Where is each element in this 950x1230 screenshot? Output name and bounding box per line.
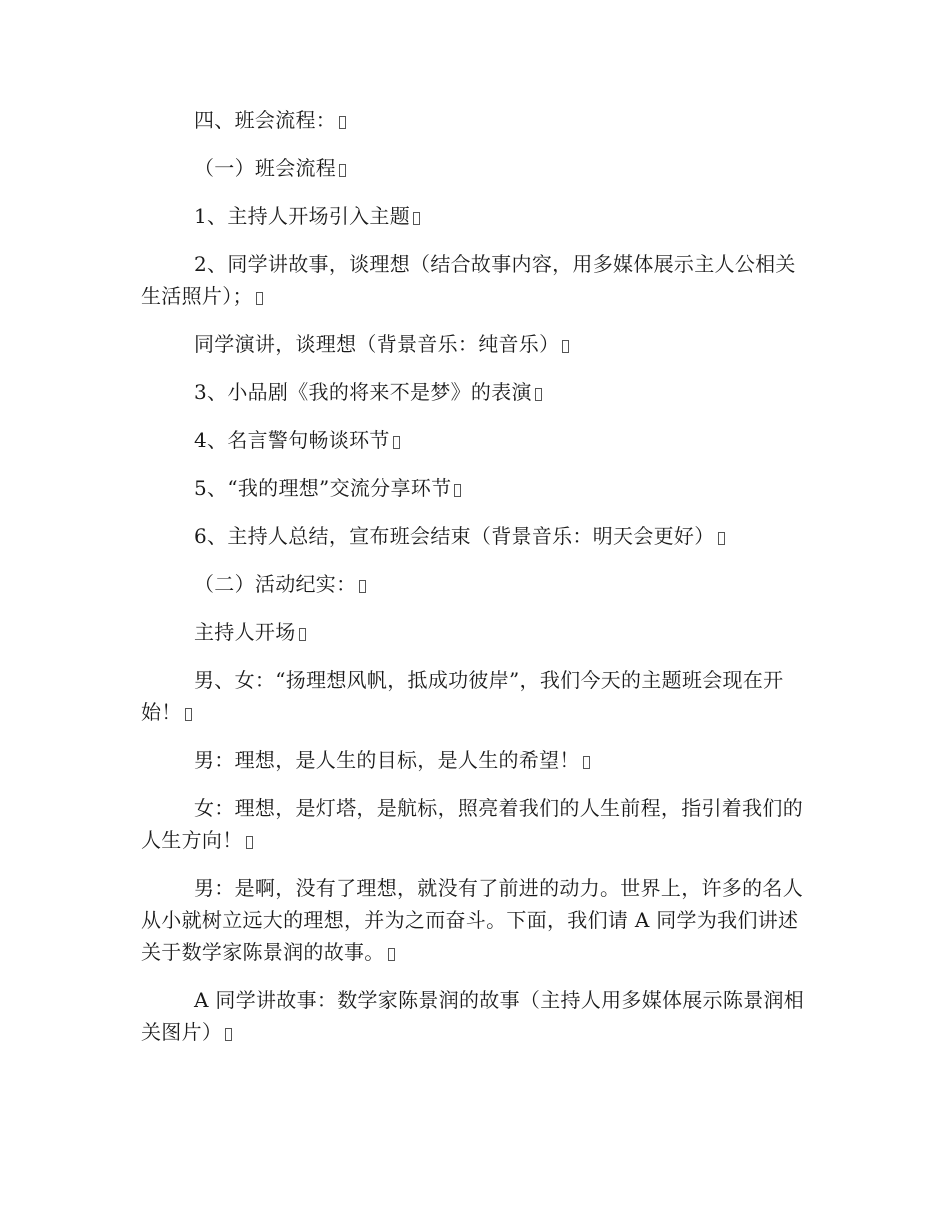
paragraph-mark-icon <box>583 756 590 769</box>
paragraph-mark-icon <box>388 948 395 961</box>
dialogue-male-2: 男：是啊，没有了理想，就没有了前进的动力。世界上，许多的名人从小就树立远大的理想，并为之而奋斗。下面，我们请 A 同学为我们讲述关于数学家陈景润的故事。 <box>141 876 803 964</box>
list-item-step-4: 4、名言警句畅谈环节 <box>141 424 805 456</box>
dialogue-male-1: 男：理想，是人生的目标，是人生的希望！ <box>141 744 805 776</box>
list-item-step-3: 3、小品剧《我的将来不是梦》的表演 <box>141 376 805 408</box>
paragraph-mark-icon <box>359 580 366 593</box>
list-item-step-5: 5、“我的理想”交流分享环节 <box>141 472 805 504</box>
dialogue-female-1: 女：理想，是灯塔，是航标，照亮着我们的人生前程，指引着我们的人生方向！ <box>141 796 803 852</box>
paragraph-mark-icon <box>454 484 461 497</box>
paragraph-mark-icon <box>339 164 346 177</box>
paragraph-mark-icon <box>535 388 542 401</box>
paragraph-mark-icon <box>246 836 253 849</box>
paragraph-mark-icon <box>299 628 306 641</box>
paragraph-mark-icon <box>256 292 263 305</box>
paragraph-host-opening: 主持人开场 <box>141 616 805 648</box>
subsection-heading-process: （一）班会流程 <box>141 152 805 184</box>
paragraph-story-telling: A 同学讲故事：数学家陈景润的故事（主持人用多媒体展示陈景润相关图片） <box>141 988 805 1044</box>
paragraph-mark-icon <box>562 340 569 353</box>
list-item-speech: 同学演讲，谈理想（背景音乐：纯音乐） <box>141 328 805 360</box>
list-item-step-1: 1、主持人开场引入主题 <box>141 200 805 232</box>
paragraph-mark-icon <box>225 1028 232 1041</box>
paragraph-mark-icon <box>339 116 346 129</box>
paragraph-mark-icon <box>413 212 420 225</box>
list-item-step-6: 6、主持人总结，宣布班会结束（背景音乐：明天会更好） <box>141 520 805 552</box>
dialogue-both-hosts: 男、女：“扬理想风帆，抵成功彼岸”，我们今天的主题班会现在开始！ <box>141 668 784 724</box>
document-body <box>141 104 805 1064</box>
paragraph-mark-icon <box>185 708 192 721</box>
section-heading-class-meeting-process: 四、班会流程： <box>141 104 805 136</box>
paragraph-mark-icon <box>393 436 400 449</box>
subsection-heading-record: （二）活动纪实： <box>141 568 805 600</box>
paragraph-mark-icon <box>718 532 725 545</box>
list-item-step-2: 2、同学讲故事，谈理想（结合故事内容，用多媒体展示主人公相关生活照片）； <box>141 252 796 308</box>
